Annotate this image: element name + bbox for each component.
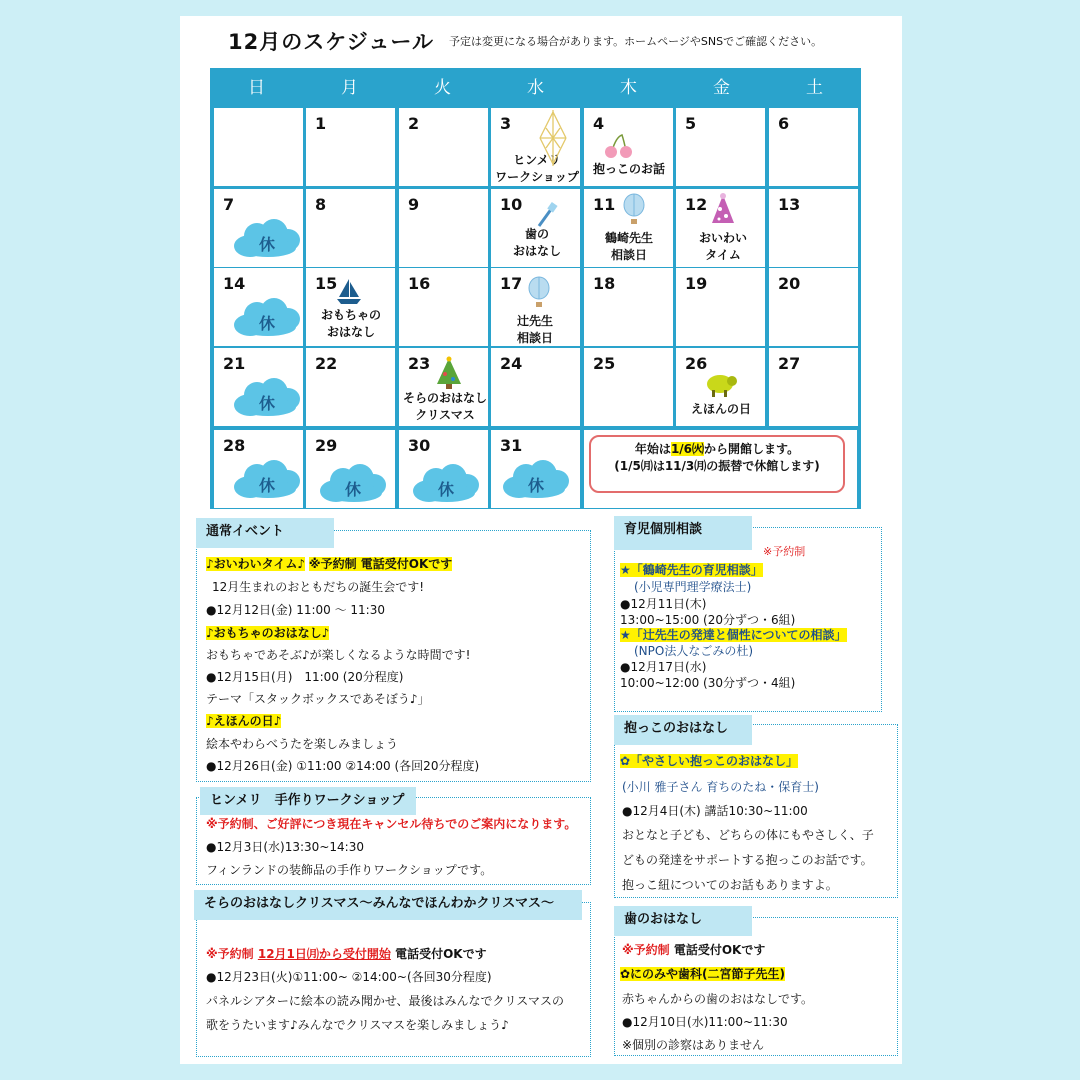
day-cell-29 [306, 430, 395, 508]
closed-cloud-icon: 休 [234, 219, 300, 259]
balloon-icon-2 [527, 276, 551, 310]
dakko-desc-3: 抱っこ紐についてのお話もありますよ。 [622, 878, 838, 892]
toy-title: ♪おもちゃのおはなし♪ [206, 626, 330, 640]
day-number: 10 [500, 195, 523, 214]
day-number: 6 [778, 114, 790, 133]
toy-date: ●12月15日(月) 11:00 (20分程度) [206, 670, 404, 684]
day-number: 9 [408, 195, 420, 214]
day-number: 7 [223, 195, 235, 214]
toothbrush-icon [536, 202, 558, 228]
closed-cloud-icon: 休 [503, 460, 569, 500]
day-cell-31 [491, 430, 580, 508]
day-cell-28 [214, 430, 303, 508]
dakko-heading: 抱っこのおはなし [614, 715, 752, 745]
day-number: 30 [408, 436, 431, 455]
day-number: 21 [223, 354, 246, 373]
party-hat-icon [708, 193, 738, 227]
consult-heading: 育児個別相談 [614, 516, 752, 550]
day-cell-18 [584, 268, 673, 346]
day-number: 11 [593, 195, 616, 214]
day-cell-27 [769, 348, 858, 426]
event-xmas: そらのおはなし クリスマス [402, 391, 487, 422]
day-number: 27 [778, 354, 801, 373]
dakko-date: ●12月4日(木) 講話10:30~11:00 [622, 804, 808, 818]
xmas-heading: そらのおはなしクリスマス～みんなでほんわかクリスマス～ [194, 890, 582, 920]
weekday-sat: 土 [806, 78, 823, 98]
day-cell-20 [769, 268, 858, 346]
event-toy: おもちゃの おはなし [320, 308, 381, 339]
teeth-reservation: ※予約制 電話受付OKです [622, 943, 766, 957]
day-number: 20 [778, 274, 801, 293]
day-cell-21 [214, 348, 303, 426]
weekday-thu: 木 [620, 78, 637, 98]
day-number: 2 [408, 114, 420, 133]
event-dakko: 抱っこのお話 [592, 162, 665, 176]
day-number: 5 [685, 114, 697, 133]
himmeli-description: フィンランドの装飾品の手作りワークショップです。 [206, 863, 493, 877]
closed-cloud-icon: 休 [234, 298, 300, 338]
day-cell-1 [306, 108, 395, 186]
teeth-clinic: ✿にのみや歯科(二宮節子先生) [620, 967, 786, 981]
day-cell-13 [769, 189, 858, 267]
day-number: 14 [223, 274, 246, 293]
himmeli-date: ●12月3日(水)13:30~14:30 [206, 840, 364, 854]
closed-cloud-icon: 休 [234, 378, 300, 418]
day-number: 31 [500, 436, 523, 455]
day-number: 8 [315, 195, 327, 214]
toy-theme: テーマ「スタックボックスであそぼう♪」 [206, 692, 430, 706]
closed-cloud-icon: 休 [413, 464, 479, 504]
weekday-header [210, 68, 861, 106]
consult-tsurusaki-title: ★「鶴崎先生の育児相談」 [620, 563, 763, 577]
day-number: 16 [408, 274, 431, 293]
day-cell-25 [584, 348, 673, 426]
day-cell-5 [676, 108, 765, 186]
day-number: 18 [593, 274, 616, 293]
event-ehon: えほんの日 [690, 402, 751, 416]
day-cell-7 [214, 189, 303, 267]
consult-tsurusaki-time: 13:00~15:00 (20分ずつ・6組) [620, 613, 796, 627]
closed-cloud-icon: 休 [234, 460, 300, 500]
weekday-wed: 水 [527, 78, 544, 98]
dakko-desc-1: おとなと子ども、どちらの体にもやさしく、子 [622, 828, 874, 842]
day-number: 23 [408, 354, 431, 373]
dakko-title: ✿「やさしい抱っこのおはなし」 [620, 754, 799, 768]
weekday-tue: 火 [434, 78, 451, 98]
day-cell-30 [399, 430, 488, 508]
balloon-icon [622, 193, 646, 227]
day-number: 12 [685, 195, 708, 214]
xmas-reservation: ※予約制 12月1日㈪から受付開始 電話受付OKです [206, 947, 487, 961]
day-cell-6 [769, 108, 858, 186]
new-year-notice: 年始は1/6㈫から開館します。 (1/5㈪は11/3㈪の振替で休館します) [589, 435, 845, 493]
weekday-mon: 月 [341, 78, 358, 98]
closed-cloud-icon: 休 [320, 464, 386, 504]
day-number: 3 [500, 114, 512, 133]
day-number: 26 [685, 354, 708, 373]
xmas-date: ●12月23日(火)①11:00~ ②14:00~(各回30分程度) [206, 970, 492, 984]
day-number: 24 [500, 354, 523, 373]
day-number: 4 [593, 114, 605, 133]
consult-tsuji-time: 10:00~12:00 (30分ずつ・4組) [620, 676, 796, 690]
day-number: 22 [315, 354, 338, 373]
teeth-note: ※個別の診察はありません [622, 1038, 765, 1052]
xmas-description-1: パネルシアターに絵本の読み聞かせ、最後はみんなでクリスマスの [206, 994, 565, 1008]
ehon-date: ●12月26日(金) ①11:00 ②14:00 (各回20分程度) [206, 759, 480, 773]
day-number: 28 [223, 436, 246, 455]
sheep-icon [704, 372, 738, 398]
oiwai-title: ♪おいわいタイム♪ [206, 557, 306, 571]
weekday-sun: 日 [248, 78, 265, 98]
toy-description: おもちゃであそぶ♪が楽しくなるような時間です! [206, 648, 471, 662]
event-tsurusaki: 鶴崎先生 相談日 [604, 231, 653, 262]
day-cell-19 [676, 268, 765, 346]
himmeli-note: ※予約制、ご好評につき現在キャンセル待ちでのご案内になります。 [206, 817, 577, 831]
christmas-tree-icon [434, 356, 464, 390]
consult-tsuji-sub: (NPO法人なごみの杜) [634, 644, 754, 658]
teeth-date: ●12月10日(水)11:00~11:30 [622, 1015, 788, 1029]
oiwai-date: ●12月12日(金) 11:00 ～ 11:30 [206, 603, 385, 617]
xmas-description-2: 歌をうたいます♪みんなでクリスマスを楽しみましょう♪ [206, 1018, 509, 1032]
dakko-speaker: (小川 雅子さん 育ちのたね・保育士) [622, 780, 819, 794]
event-himmeli: ヒンメリ ワークショップ [495, 153, 579, 184]
day-cell-blank [214, 108, 303, 186]
day-number: 1 [315, 114, 327, 133]
weekday-fri: 金 [713, 78, 730, 98]
schedule-notice: 予定は変更になる場合があります。ホームページやSNSでご確認ください。 [449, 35, 823, 48]
ehon-description: 絵本やわらべうたを楽しみましょう [206, 737, 399, 751]
day-number: 25 [593, 354, 616, 373]
day-number: 13 [778, 195, 801, 214]
consult-tsurusaki-date: ●12月11日(木) [620, 597, 707, 611]
sailboat-icon [336, 277, 362, 305]
day-cell-24 [491, 348, 580, 426]
day-cell-14 [214, 268, 303, 346]
teeth-description: 赤ちゃんからの歯のおはなしです。 [622, 992, 814, 1006]
ehon-title: ♪えほんの日♪ [206, 714, 282, 728]
consult-tsurusaki-sub: (小児専門理学療法士) [634, 580, 752, 594]
day-number: 29 [315, 436, 338, 455]
cherry-icon [602, 133, 636, 159]
day-cell-22 [306, 348, 395, 426]
page-title: 12月のスケジュール [228, 30, 434, 54]
oiwai-description: 12月生まれのおともだちの誕生会です! [212, 580, 425, 594]
dakko-desc-2: どもの発達をサポートする抱っこのお話です。 [622, 853, 873, 867]
day-cell-2 [399, 108, 488, 186]
event-teeth: 歯の おはなし [512, 227, 561, 258]
day-number: 19 [685, 274, 708, 293]
day-number: 17 [500, 274, 523, 293]
consult-tsuji-date: ●12月17日(水) [620, 660, 707, 674]
day-cell-16 [399, 268, 488, 346]
regular-events-heading: 通常イベント [196, 518, 334, 548]
day-cell-8 [306, 189, 395, 267]
event-tsuji: 辻先生 相談日 [516, 314, 553, 345]
day-number: 15 [315, 274, 338, 293]
himmeli-icon [530, 108, 576, 168]
himmeli-heading: ヒンメリ 手作りワークショップ [200, 787, 416, 815]
consult-tsuji-title: ★「辻先生の発達と個性についての相談」 [620, 628, 847, 642]
consult-reservation: ※予約制 [763, 545, 806, 558]
oiwai-reservation: ※予約制 電話受付OKです [308, 557, 453, 571]
day-cell-9 [399, 189, 488, 267]
teeth-heading: 歯のおはなし [614, 906, 752, 936]
event-oiwai: おいわい タイム [698, 231, 747, 262]
